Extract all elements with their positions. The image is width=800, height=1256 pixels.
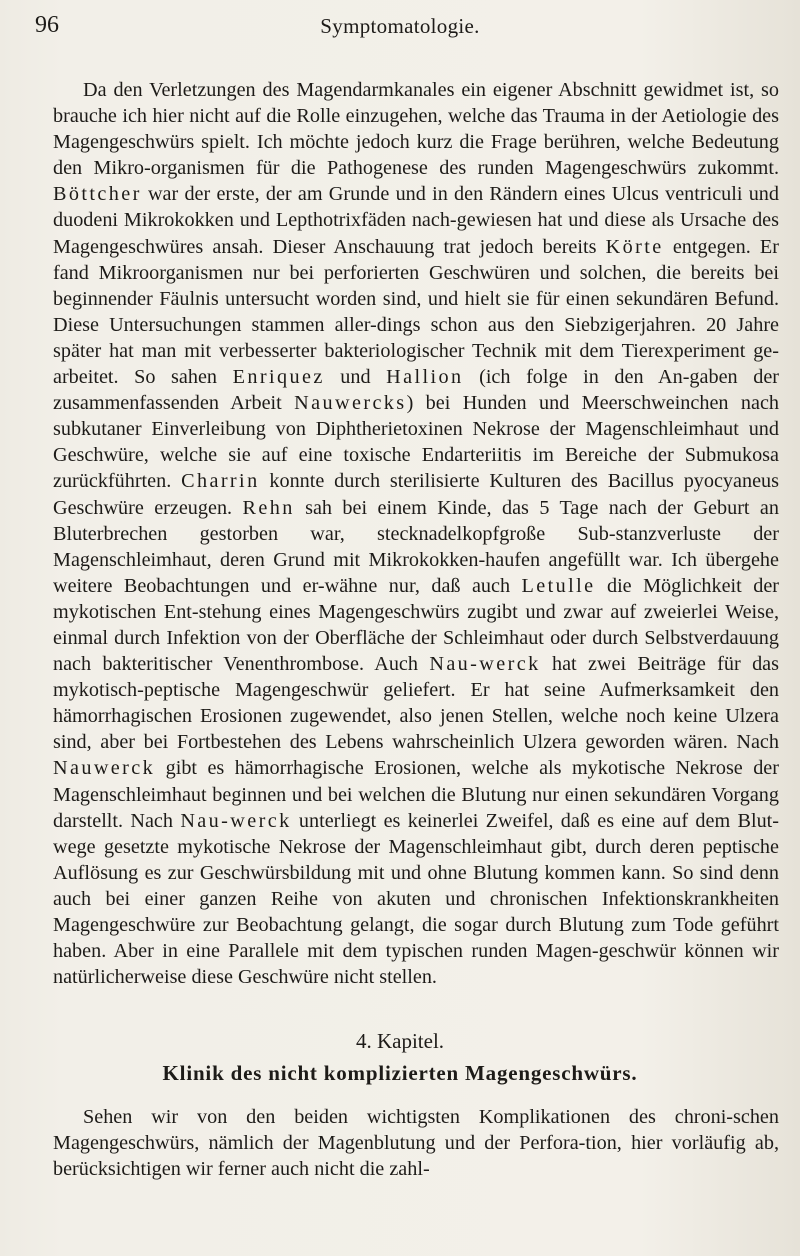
text-segment: entgegen. Er fand Mikroorganismen nur bei perforierten Geschwüren und solchen, die bereits bei beginnender Fäulnis untersucht worden sind, und hielt sie für einen sekundären Befund. Diese Untersuchungen stammen aller-dings schon aus den Siebzigerjahren. 20 Jahre später hat man mit verbesserter bakteriologischer Technik mit dem Tierexperiment ge-arbeitet. So sahen — [53, 235, 779, 389]
text-segment: war der erste, der am Grunde und in den Rändern eines Ulcus ventriculi und duodeni Mikrokokken und Lepthotrixfäden nach-gewiesen hat und diese als Ursache des Magengeschwüres ansah. Dieser Anschauung trat jedoch bereits — [53, 183, 779, 258]
chapter-label: 4. Kapitel. — [355, 1029, 445, 1053]
main-paragraph — [53, 77, 779, 990]
text-segment: gibt es hämorrhagische Erosionen, welche als mykotische Nekrose der Magenschleimhaut beginnen und bei welchen die Blutung nur einen sekundären Vorgang darstellt. Nach — [53, 757, 779, 832]
page-number: 96 — [35, 12, 59, 38]
text-segment: Da den Verletzungen des Magendarmkanales ein eigener Abschnitt gewidmet ist, so brauche ich hier nicht auf die Rolle einzugehen, welche das Trauma in der Aetiologie des Magengeschwürs spielt. Ich möchte jedoch kurz die Frage berühren, welche Bedeutung den Mikro-organismen für die Pathogenese des runden Magengeschwürs zukommt. — [53, 79, 779, 180]
next-section-text — [53, 1104, 779, 1182]
author-name: Enriquez — [232, 366, 325, 389]
author-name: Nau-werck — [180, 809, 292, 832]
text-segment: (ich folge in den An-gaben der zusammenfassenden Arbeit — [53, 366, 780, 415]
section-title: Klinik des nicht komplizierten Magengeschwürs. — [162, 1061, 638, 1085]
author-name: Nauwercks — [294, 392, 407, 415]
author-name: Letulle — [521, 574, 596, 597]
text-segment: hat zwei Beiträge für das mykotisch-peptische Magengeschwür geliefert. Er hat seine Aufmerksamkeit den hämorrhagischen Erosionen zugewendet, also jenen Stellen, welche noch keine Ulzera sind, aber bei Fortbestehen des Lebens wahrscheinlich Ulzera geworden wären. Nach — [53, 653, 779, 754]
running-head: Symptomatologie. — [320, 14, 480, 38]
text-segment: unterliegt es keinerlei Zweifel, daß es eine auf dem Blut-wege gesetzte mykotische Nekrose der Magenschleimhaut gibt, durch deren peptische Auflösung es zur Geschwürsbildung mit und ohne Blutung kommen kann. So sind denn auch bei einer ganzen Reihe von akuten und chronischen Infektionskrankheiten Magengeschwüre zur Beobachtung gelangt, die sogar durch Blutung zum Tode geführt haben. Aber in eine Parallele mit dem typischen runden Magen-geschwür können wir natürlicherweise diese Geschwüre nicht stellen. — [53, 809, 779, 989]
text-segment: konnte durch sterilisierte Kulturen des Bacillus pyocyaneus Geschwüre erzeugen. — [53, 470, 779, 519]
next-section-paragraph: Sehen wir von den beiden wichtigsten Komplikationen des chroni-schen Magengeschwürs, nämlich der Magenblutung und der Perfora-tion, hier vorläufig ab, berücksichtigen wir ferner auch nicht die zahl- — [53, 1106, 779, 1181]
text-segment: ) bei Hunden und Meerschweinchen nach subkutaner Einverleibung von Diphtherietoxinen Nekrose der Magenschleimhaut und Geschwüre, welche sie auf eine toxische Endarteriitis im Bereiche der Submukosa zurückführten. — [53, 392, 780, 493]
author-name: Nauwerck — [53, 757, 156, 780]
main-text — [53, 77, 779, 990]
author-name: Körte — [605, 235, 664, 258]
author-name: Rehn — [242, 496, 295, 519]
text-segment: die Möglichkeit der mykotischen Ent-stehung eines Magengeschwürs zugibt und zwar auf zweierlei Weise, einmal durch Infektion von der Oberfläche der Schleimhaut oder durch Selbstverdauung nach bakteritischer Venenthrombose. Auch — [53, 574, 779, 676]
author-name: Hallion — [386, 366, 464, 389]
author-name: Charrin — [181, 470, 260, 493]
text-segment: sah bei einem Kinde, das 5 Tage nach der Geburt an Bluterbrechen gestorben war, stecknadelkopfgroße Sub-stanzverluste der Magenschleimhaut, deren Grund mit Mikrokokken-haufen angefüllt war. Ich übergehe weitere Beobachtungen und er-wähne nur, daß auch — [53, 496, 779, 597]
text-segment: und — [324, 366, 387, 389]
author-name: Nau-werck — [429, 653, 541, 676]
author-name: Böttcher — [53, 183, 142, 206]
